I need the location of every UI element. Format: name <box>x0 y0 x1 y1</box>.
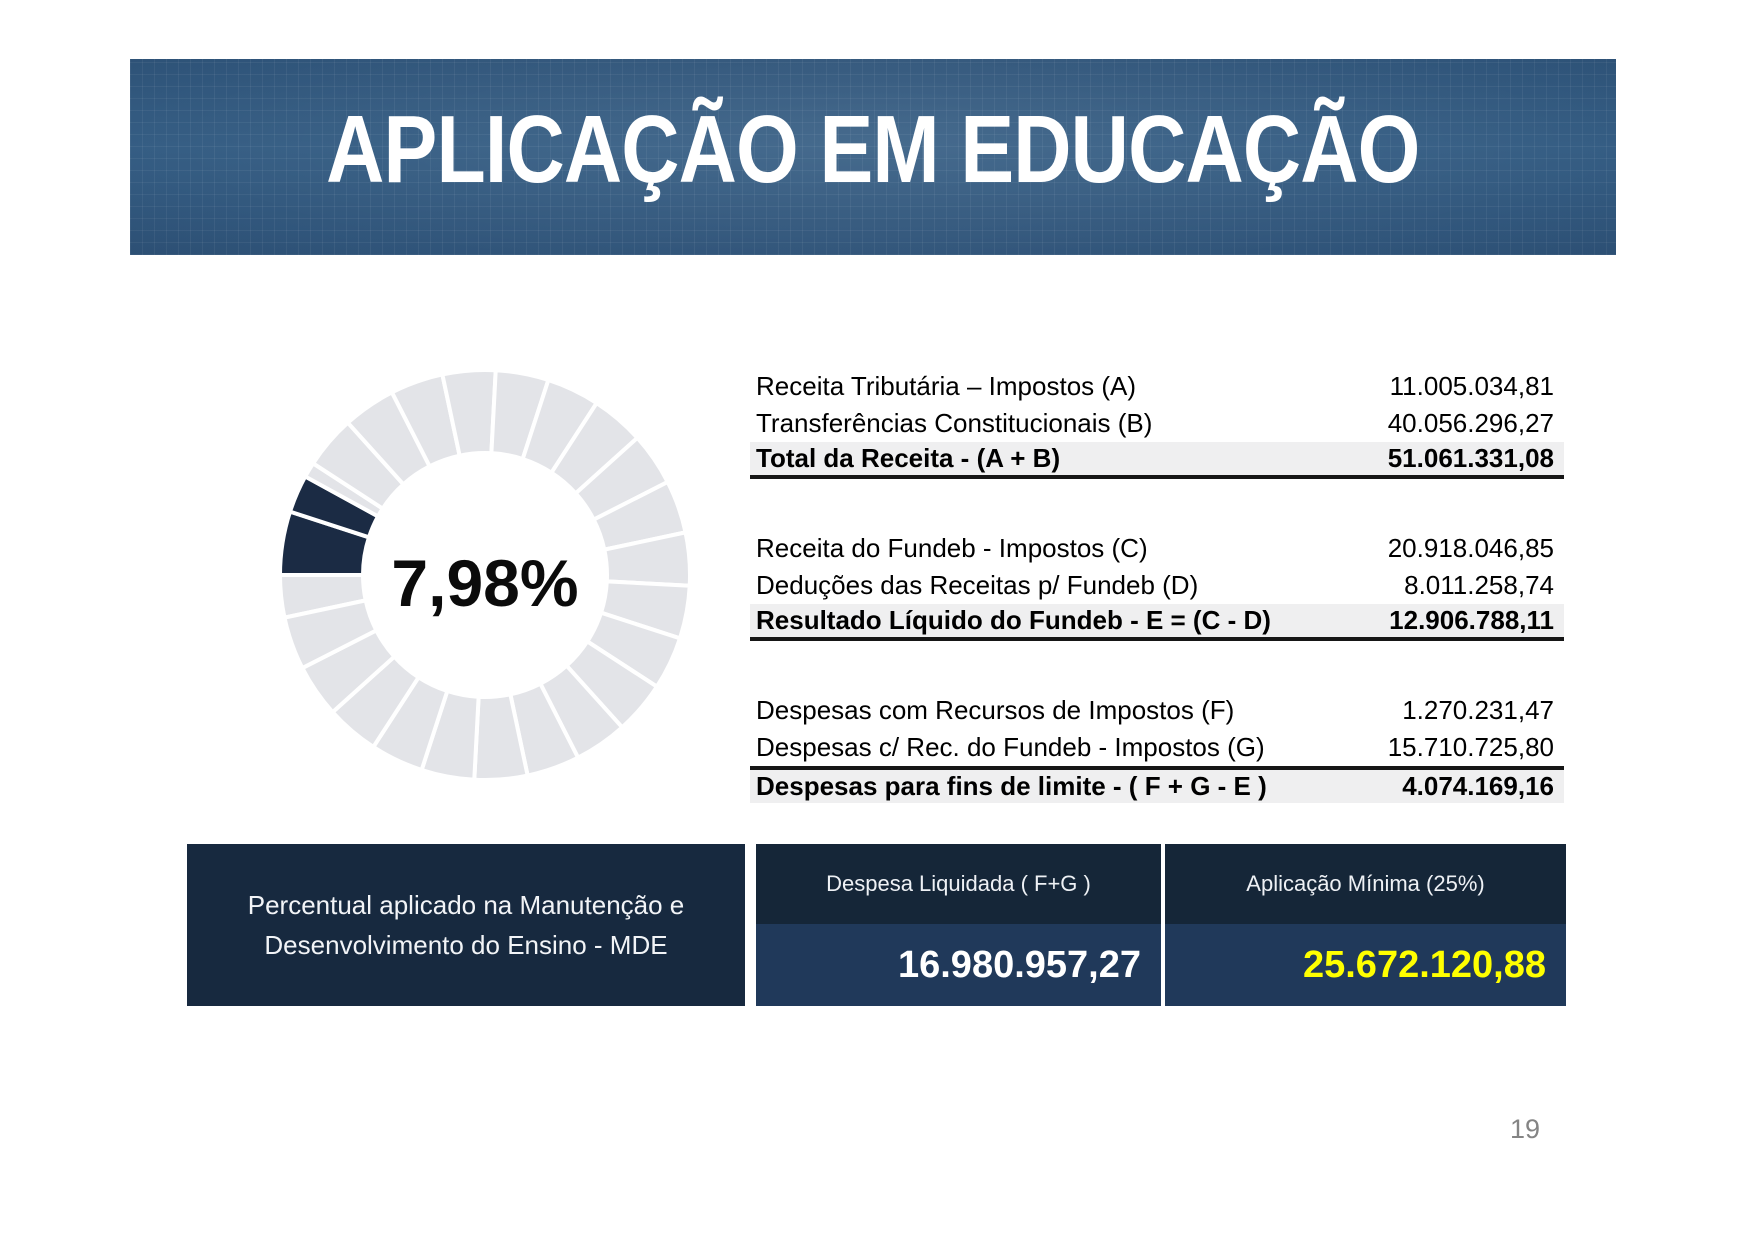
table-row-label: Resultado Líquido do Fundeb - E = (C - D) <box>756 605 1271 635</box>
table-row-label: Deduções das Receitas p/ Fundeb (D) <box>756 570 1199 600</box>
table-row-value: 12.906.788,11 <box>1389 605 1554 635</box>
table-row-value: 51.061.331,08 <box>1387 443 1554 473</box>
table-row <box>750 368 1564 405</box>
page-title: APLICAÇÃO EM EDUCAÇÃO <box>326 96 1420 203</box>
summary-caption-line1: Percentual aplicado na Manutenção e <box>247 890 685 920</box>
table-row-label: Despesas c/ Rec. do Fundeb - Impostos (G) <box>756 732 1265 762</box>
table-row-value: 15.710.725,80 <box>1387 732 1554 762</box>
donut-percent-label: 7,98% <box>391 546 579 620</box>
table-block-despesas <box>750 692 1564 803</box>
table-row-value: 11.005.034,81 <box>1389 371 1554 401</box>
aplicacao-minima-value: 25.672.120,88 <box>1165 924 1566 1006</box>
summary-aplicacao-minima <box>1165 844 1566 1006</box>
table-row-label: Despesas para fins de limite - ( F + G - E ) <box>756 771 1267 801</box>
table-total-row <box>750 442 1564 479</box>
table-row <box>750 530 1564 567</box>
table-block-fundeb <box>750 530 1564 641</box>
table-block-receita <box>750 368 1564 479</box>
table-row-value: 40.056.296,27 <box>1387 408 1554 438</box>
despesa-liquidada-header: Despesa Liquidada ( F+G ) <box>756 844 1161 924</box>
despesa-liquidada-value: 16.980.957,27 <box>756 924 1161 1006</box>
page-number: 19 <box>1509 1114 1541 1144</box>
table-row-label: Despesas com Recursos de Impostos (F) <box>756 695 1235 725</box>
aplicacao-minima-header: Aplicação Mínima (25%) <box>1165 844 1566 924</box>
table-total-row <box>750 604 1564 641</box>
table-row-value: 20.918.046,85 <box>1387 533 1554 563</box>
table-row-value: 1.270.231,47 <box>1402 695 1554 725</box>
table-row <box>750 692 1564 729</box>
table-row-label: Receita Tributária – Impostos (A) <box>756 371 1137 401</box>
summary-despesa-liquidada <box>756 844 1161 1006</box>
table-total-row <box>750 766 1564 803</box>
table-row <box>750 405 1564 442</box>
table-row-value: 4.074.169,16 <box>1402 771 1554 801</box>
table-row-label: Receita do Fundeb - Impostos (C) <box>756 533 1148 563</box>
table-row-label: Total da Receita - (A + B) <box>756 443 1061 473</box>
table-row-label: Transferências Constitucionais (B) <box>756 408 1153 438</box>
donut-chart <box>255 345 715 805</box>
table-row-value: 8.011.258,74 <box>1404 570 1554 600</box>
summary-caption-line2: Desenvolvimento do Ensino - MDE <box>264 930 668 960</box>
table-row <box>750 729 1564 766</box>
table-row <box>750 567 1564 604</box>
summary-caption-box <box>187 844 745 1006</box>
title-banner <box>130 59 1616 255</box>
